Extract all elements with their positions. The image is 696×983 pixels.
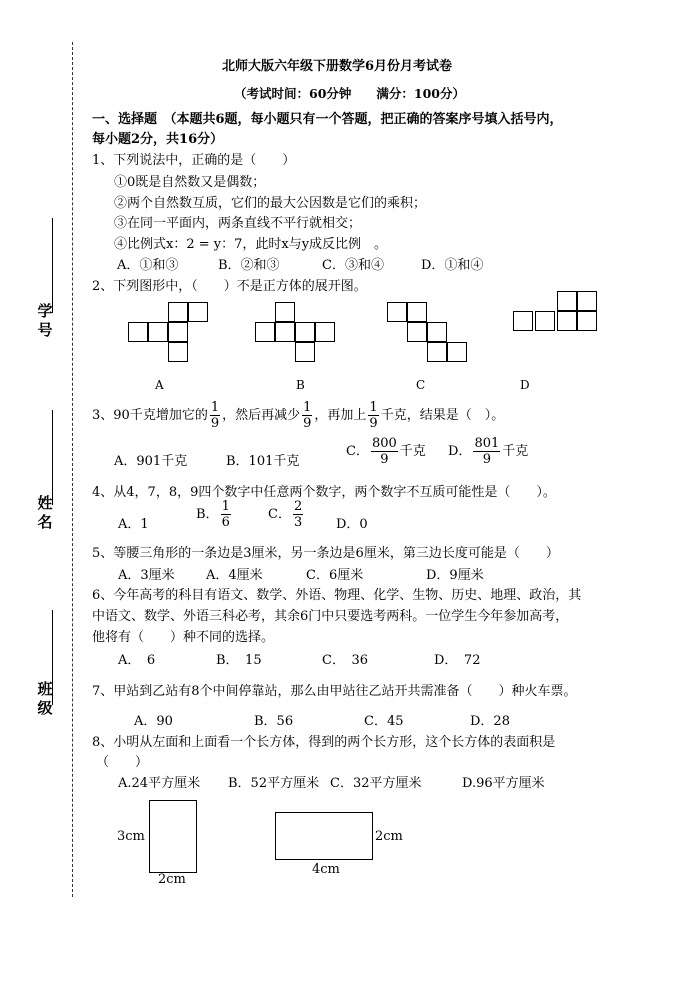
q8-option-d: D.96平方厘米 bbox=[462, 776, 545, 791]
q4-option-c-letter: C． bbox=[268, 507, 291, 522]
q1-option-d: D．①和④ bbox=[421, 258, 484, 273]
q3-option-c-letter: C． bbox=[346, 444, 369, 459]
q5-option-b: A．4厘米 bbox=[206, 568, 263, 583]
q3-option-c-den: 9 bbox=[380, 452, 389, 467]
q8-line-1: 8、小明从左面和上面看一个长方体，得到的两个长方形，这个长方体的表面积是 bbox=[92, 735, 556, 750]
q3-option-d-letter: D． bbox=[448, 444, 472, 459]
q1-stem: 1、下列说法中，正确的是（ ） bbox=[92, 153, 296, 168]
exam-info: （考试时间：60分钟 满分：100分） bbox=[234, 86, 465, 101]
top-view-rectangle bbox=[275, 812, 373, 860]
q1-statement-1: ①0既是自然数又是偶数； bbox=[114, 175, 266, 190]
q8-option-a: A.24平方厘米 bbox=[118, 776, 201, 791]
q6-option-a: A． 6 bbox=[118, 653, 156, 668]
top-view-width-label: 4cm bbox=[312, 862, 340, 877]
q4-option-c-num: 2 bbox=[293, 499, 303, 514]
q3-option-d-num: 801 bbox=[474, 436, 500, 451]
q8-option-b: B．52平方厘米 bbox=[228, 776, 320, 791]
q6-option-d: D． 72 bbox=[434, 653, 481, 668]
net-label-c: C bbox=[416, 378, 426, 392]
q2-stem: 2、下列图形中，（ ）不是正方体的展开图。 bbox=[92, 279, 367, 294]
q4-option-b-den: 6 bbox=[221, 515, 230, 530]
q6-option-b: B． 15 bbox=[216, 653, 262, 668]
q3-text-3: ，再加上 bbox=[314, 408, 367, 423]
q1-option-c: C．③和④ bbox=[322, 258, 384, 273]
left-view-width-label: 2cm bbox=[158, 872, 186, 887]
left-view-rectangle bbox=[149, 800, 197, 873]
q3-option-d-unit: 千克 bbox=[502, 444, 529, 459]
q3-option-c bbox=[346, 436, 426, 468]
q3-fraction-1-den: 9 bbox=[210, 416, 220, 431]
student-no-fill-line bbox=[52, 218, 53, 313]
q4-option-b-num: 1 bbox=[221, 499, 230, 514]
q3-fraction-2-num: 1 bbox=[303, 400, 312, 415]
q6-line-2: 中语文、数学、外语三科必考，其余6门中只要选考两科。一位学生今年参加高考， bbox=[92, 609, 569, 624]
class-label: 班级 bbox=[37, 680, 53, 717]
q7-option-a: A．90 bbox=[134, 714, 173, 729]
q4-option-c-den: 3 bbox=[293, 515, 303, 530]
q1-option-b: B．②和③ bbox=[218, 258, 280, 273]
name-label: 姓名 bbox=[37, 494, 53, 531]
q3-option-d-den: 9 bbox=[482, 452, 491, 467]
left-view-height-label: 3cm bbox=[117, 829, 145, 844]
q5-option-a: A．3厘米 bbox=[118, 568, 175, 583]
q6-line-3: 他将有（ ）种不同的选择。 bbox=[92, 630, 275, 645]
page-title: 北师大版六年级下册数学6月份月考试卷 bbox=[222, 59, 453, 74]
q3-option-c-num: 800 bbox=[371, 436, 397, 451]
q3-option-b: B．101千克 bbox=[226, 454, 300, 469]
binding-cut-line bbox=[72, 42, 73, 897]
q1-statement-3: ③在同一平面内，两条直线不平行就相交； bbox=[114, 216, 362, 231]
q4-option-c bbox=[268, 499, 305, 531]
net-label-a: A bbox=[155, 378, 164, 392]
q4-option-b-fraction bbox=[221, 499, 231, 530]
section-heading-cont: 每小题2分，共16分） bbox=[92, 132, 224, 147]
q1-statement-2: ②两个自然数互质，它们的最大公因数是它们的乘积； bbox=[114, 196, 427, 211]
q4-option-b bbox=[196, 499, 233, 531]
q4-option-d: D．0 bbox=[336, 517, 368, 532]
q5-option-c: C．6厘米 bbox=[306, 568, 364, 583]
student-no-label: 学号 bbox=[37, 302, 53, 339]
q3-option-d bbox=[448, 436, 528, 468]
q3-fraction-3-num: 1 bbox=[369, 400, 378, 415]
q7-option-b: B．56 bbox=[254, 714, 294, 729]
q4-option-b-letter: B． bbox=[196, 507, 219, 522]
q3-fraction-3 bbox=[368, 400, 378, 431]
q6-option-c: C． 36 bbox=[322, 653, 368, 668]
q3-option-a: A．901千克 bbox=[114, 454, 188, 469]
q7-stem: 7、甲站到乙站有8个中间停靠站，那么由甲站往乙站开共需准备（ ）种火车票。 bbox=[92, 684, 577, 699]
net-label-d: D bbox=[520, 378, 530, 392]
q8-option-c: C．32平方厘米 bbox=[330, 776, 422, 791]
top-view-height-label: 2cm bbox=[375, 829, 403, 844]
net-label-b: B bbox=[296, 378, 305, 392]
q6-line-1: 6、今年高考的科目有语文、数学、外语、物理、化学、生物、历史、地理、政治，其 bbox=[92, 588, 582, 603]
name-fill-line bbox=[52, 410, 53, 505]
q1-option-a: A．①和③ bbox=[117, 258, 179, 273]
q5-stem: 5、等腰三角形的一条边是3厘米，另一条边是6厘米，第三边长度可能是（ ） bbox=[92, 546, 559, 561]
q7-option-d: D．28 bbox=[470, 714, 510, 729]
q3-text-1: 3、90千克增加它的 bbox=[92, 408, 208, 423]
q4-stem: 4、从4，7，8，9四个数字中任意两个数字，两个数字不互质可能性是（ ）。 bbox=[92, 485, 556, 500]
q4-option-c-fraction bbox=[293, 499, 303, 530]
q3-text-2: ，然后再减少 bbox=[222, 408, 301, 423]
q4-option-a: A．1 bbox=[118, 517, 149, 532]
q3-stem bbox=[92, 400, 504, 432]
q3-fraction-1-num: 1 bbox=[210, 400, 220, 415]
q3-fraction-1 bbox=[210, 400, 220, 431]
q3-fraction-3-den: 9 bbox=[369, 416, 378, 431]
q3-fraction-2-den: 9 bbox=[303, 416, 312, 431]
q1-statement-4: ④比例式x：2 = y：7，此时x与y成反比例 。 bbox=[114, 237, 388, 252]
q5-option-d: D．9厘米 bbox=[426, 568, 484, 583]
q3-fraction-2 bbox=[302, 400, 312, 431]
section-heading: 一、选择题 （本题共6题，每小题只有一个答题，把正确的答案序号填入括号内， bbox=[92, 112, 563, 127]
q3-option-c-fraction bbox=[371, 436, 398, 467]
q3-text-4: 千克，结果是（ ）。 bbox=[380, 408, 505, 423]
q7-option-c: C．45 bbox=[364, 714, 404, 729]
q3-option-d-fraction bbox=[473, 436, 500, 467]
q8-line-2: （ ） bbox=[96, 755, 149, 770]
q3-option-c-unit: 千克 bbox=[399, 444, 426, 459]
